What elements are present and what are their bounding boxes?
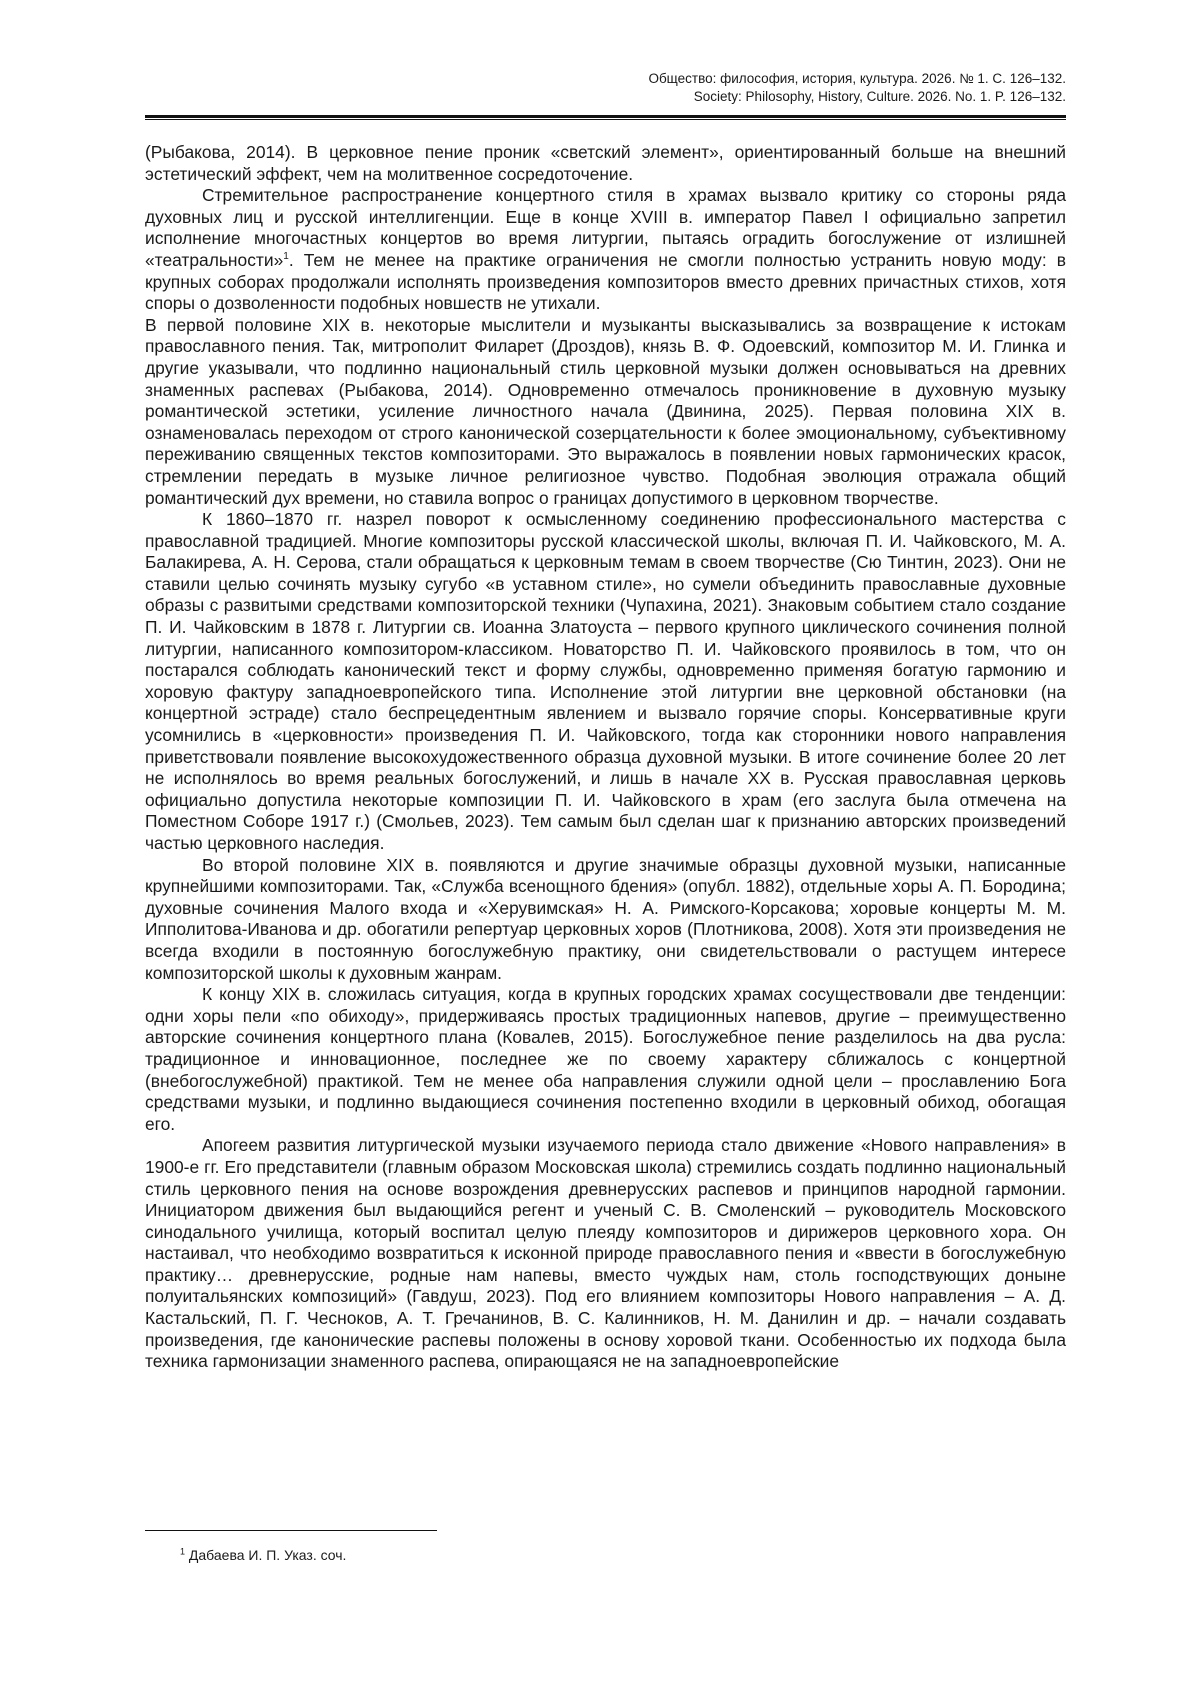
footnote-rule [145,1530,437,1531]
paragraph-5: Во второй половине XIX в. появляются и другие значимые образцы духовной музыки, написанные крупнейшими композиторами. Так, «Служба всенощного бдения» (опубл. 1882), отдельные хоры А. П. Бородина; духовные сочинения Малого входа и «Херувимская» Н. А. Римского-Корсакова; хоровые концерты М. М. Ипполитова-Иванова и др. обогатили репертуар церковных хоров (Плотникова, 2008). Хотя эти произведения не всегда входили в постоянную богослужебную практику, они свидетельствовали о растущем интересе композиторской школы к духовным жанрам. [145,854,1066,983]
footnote-marker: 1 [180,1546,186,1557]
header-citation-ru: Общество: философия, история, культура. 2026. № 1. С. 126–132. [648,71,1066,86]
paragraph-2-text: Стремительное распространение концертного стиля в храмах вызвало критику со стороны ряда духовных лиц и русской интеллигенции. Еще в конце XVIII в. император Павел I официально запретил исполнение многочастных концертов во время литургии, пытаясь оградить богослужение от излишней «театральности» [145,185,1066,270]
footnote-ref[interactable]: 1 [283,251,289,263]
paragraph-1: (Рыбакова, 2014). В церковное пение проник «светский элемент», ориентированный больше на внешний эстетический эффект, чем на молитвенное сосредоточение. [145,142,1066,184]
paragraph-7: Апогеем развития литургической музыки изучаемого периода стало движение «Нового направления» в 1900-е гг. Его представители (главным образом Московская школа) стремились создать подлинно национальный стиль церковного пения на основе возрождения древнерусских распевов и принципов народной гармонии. Инициатором движения был выдающийся регент и ученый С. В. Смоленский – руководитель Московского синодального училища, который воспитал целую плеяду композиторов и дирижеров церковного хора. Он настаивал, что необходимо возвратиться к исконной природе православного пения и «ввести в богослужебную практику… древнерусские, родные нам напевы, вместо чуждых нам, столь господствующих доныне полуитальянских композиций» (Гавдуш, 2023). Под его влиянием композиторы Нового направления – А. Д. Кастальский, П. Г. Чесноков, А. Т. Гречанинов, В. С. Калинников, Н. М. Данилин и др. – начали создавать произведения, где канонические распевы положены в основу хоровой ткани. Особенностью их подхода была техника гармонизации знаменного распева, опирающаяся не на западноевропейские [145,1135,1066,1372]
paragraph-3: В первой половине XIX в. некоторые мыслители и музыканты высказывались за возвращение к истокам православного пения. Так, митрополит Филарет (Дроздов), князь В. Ф. Одоевский, композитор М. И. Глинка и другие указывали, что подлинно национальный стиль церковной музыки должен основываться на древних знаменных распевах (Рыбакова, 2014). Одновременно отмечалось проникновение в духовную музыку романтической эстетики, усиление личностного начала (Двинина, 2025). Первая половина XIX в. ознаменовалась переходом от строго канонической созерцательности к более эмоциональному, субъективному переживанию священных текстов композиторами. Это выражалось в появлении новых гармонических красок, стремлении передать в музыке личное религиозное чувство. Подобная эволюция отражала общий романтический дух времени, но ставила вопрос о границах допустимого в церковном творчестве. [145,314,1066,508]
paragraph-2-continuation: . Тем не менее на практике ограничения не смогли полностью устранить новую моду: в крупных соборах продолжали исполнять произведения композиторов вместо древних причастных стихов, хотя споры о дозволенности подобных новшеств не утихали. [145,249,1066,314]
footnote-text: Дабаева И. П. Указ. соч. [188,1547,347,1563]
paragraph-6: К концу XIX в. сложилась ситуация, когда в крупных городских храмах сосуществовали две тенденции: одни хоры пели «по обиходу», придерживаясь простых традиционных напевов, другие – преимущественно авторские сочинения концертного плана (Ковалев, 2015). Богослужебное пение разделилось на два русла: традиционное и инновационное, последнее же по своему характеру сближалось с концертной (внебогослужебной) практикой. Тем не менее оба направления служили одной цели – прославлению Бога средствами музыки, и подлинно выдающиеся сочинения постепенно входили в церковный обиход, обогащая его. [145,984,1066,1134]
body-text [145,142,1066,1373]
header-rule [145,115,1066,120]
running-header [145,70,1066,106]
paragraph-2 [145,185,1066,315]
paragraph-4: К 1860–1870 гг. назрел поворот к осмысленному соединению профессионального мастерства с православной традицией. Многие композиторы русской классической школы, включая П. И. Чайковского, М. А. Балакирева, А. Н. Серова, стали обращаться к церковным темам в своем творчестве (Сю Тинтин, 2023). Они не ставили целью сочинять музыку сугубо «в уставном стиле», но сумели объединить православные духовные образы с развитыми средствами композиторской техники (Чупахина, 2021). Знаковым событием стало создание П. И. Чайковским в 1878 г. Литургии св. Иоанна Златоуста – первого крупного циклического сочинения полной литургии, написанного композитором-классиком. Новаторство П. И. Чайковского проявилось в том, что он постарался соблюдать канонический текст и форму службы, одновременно применяя богатую гармонию и хоровую фактуру западноевропейского типа. Исполнение этой литургии вне церковной обстановки (на концертной эстраде) стало беспрецедентным явлением и вызвало горячие споры. Консервативные круги усомнились в «церковности» произведения П. И. Чайковского, тогда как сторонники нового направления приветствовали появление высокохудожественного образца духовной музыки. В итоге сочинение более 20 лет не исполнялось во время реальных богослужений, и лишь в начале XX в. Русская православная церковь официально допустила некоторые композиции П. И. Чайковского в храм (его заслуга была отмечена на Поместном Соборе 1917 г.) (Смольев, 2023). Тем самым был сделан шаг к признанию авторских произведений частью церковного наследия. [145,509,1066,853]
header-citation-en: Society: Philosophy, History, Culture. 2026. No. 1. P. 126–132. [693,89,1066,104]
footnote [180,1546,346,1564]
page [145,70,1066,1563]
